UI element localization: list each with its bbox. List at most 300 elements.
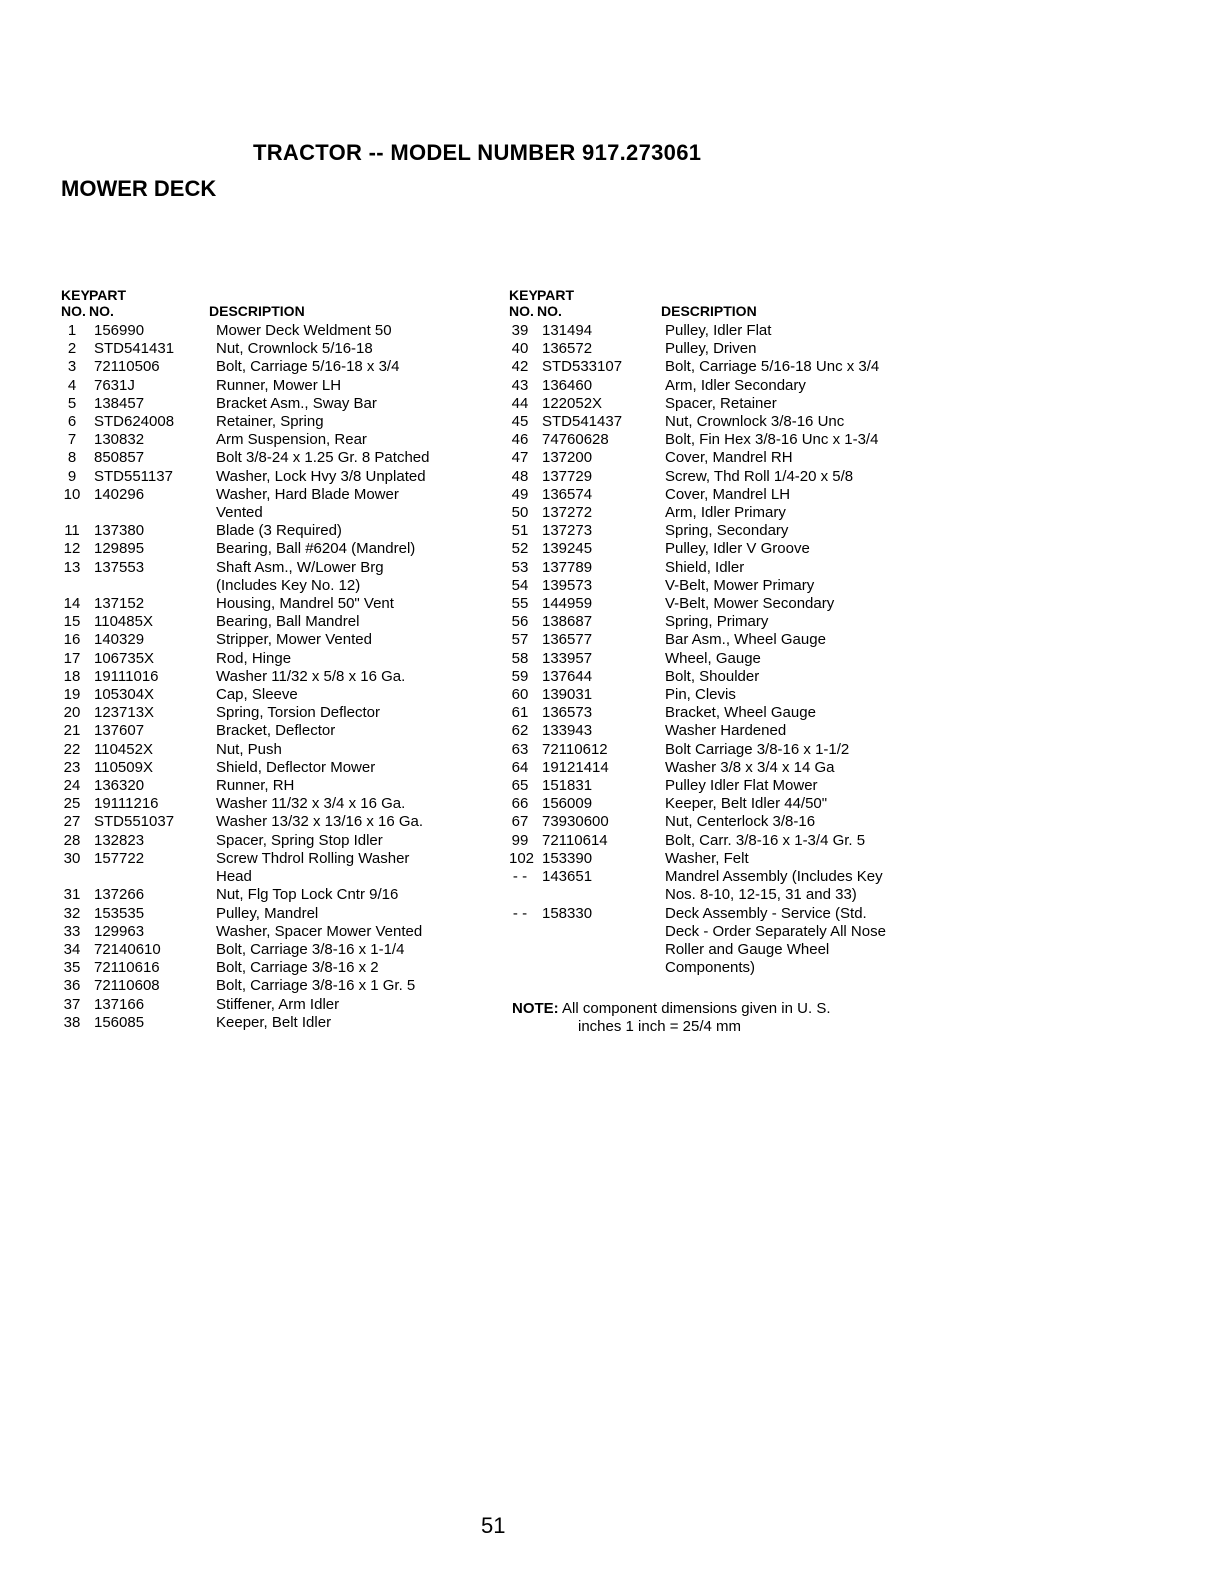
key-number: 47 — [511, 449, 529, 467]
dimension-note — [512, 1000, 831, 1036]
part-description: Pulley, Idler Flat — [665, 322, 772, 339]
key-number: 54 — [511, 576, 529, 594]
part-description: Mandrel Assembly (Includes Key — [665, 868, 883, 886]
part-description: Nut, Centerlock 3/8-16 — [665, 813, 816, 831]
parts-table-left — [61, 322, 491, 1032]
part-description: Pulley, Driven — [665, 340, 757, 358]
table-header-left — [61, 286, 491, 322]
key-number: 16 — [63, 631, 81, 649]
table-row — [509, 540, 929, 558]
key-number: 25 — [63, 795, 81, 813]
table-row — [509, 686, 929, 704]
part-number: 156990 — [94, 322, 145, 339]
table-row — [509, 759, 929, 777]
table-row — [61, 813, 491, 831]
part-number: 137644 — [542, 667, 593, 685]
part-description: Bolt, Carriage 3/8-16 x 1-1/4 — [216, 940, 405, 958]
part-header-line2: NO. — [89, 303, 114, 319]
table-header-right — [509, 286, 929, 322]
part-description: Bearing, Ball #6204 (Mandrel) — [216, 540, 416, 558]
key-number: 44 — [511, 394, 529, 412]
description-header: DESCRIPTION — [209, 303, 305, 319]
key-number: 55 — [511, 595, 529, 613]
part-description: Washer 3/8 x 3/4 x 14 Ga — [665, 758, 835, 776]
part-number: 133957 — [542, 649, 593, 667]
part-description: Bolt, Carriage 3/8-16 x 1 Gr. 5 — [216, 977, 416, 995]
key-header-line1: KEY — [509, 287, 538, 303]
key-number: 11 — [64, 522, 80, 540]
part-description: Pin, Clevis — [665, 686, 736, 704]
part-number: 19111216 — [94, 795, 159, 813]
table-row — [509, 777, 929, 795]
part-description: Bracket, Deflector — [216, 722, 336, 740]
part-number: 143651 — [542, 868, 593, 886]
key-header-line2: NO. — [509, 303, 534, 319]
key-header-line2: NO. — [61, 303, 86, 319]
table-row — [61, 613, 491, 631]
key-number: 3 — [67, 358, 77, 376]
key-number: 24 — [63, 777, 81, 795]
part-number: 132823 — [94, 831, 145, 849]
part-number: 158330 — [542, 904, 593, 922]
part-description: Bracket, Wheel Gauge — [665, 704, 816, 722]
key-number: 36 — [63, 977, 81, 995]
table-row — [61, 795, 491, 813]
key-number: 35 — [63, 959, 81, 977]
part-description: Arm, Idler Secondary — [665, 376, 806, 394]
part-description: Vented — [216, 504, 263, 522]
part-description: Bolt, Carriage 3/8-16 x 2 — [216, 959, 379, 977]
part-description: Spacer, Spring Stop Idler — [216, 831, 383, 849]
table-row — [61, 540, 491, 558]
table-row — [61, 631, 491, 649]
key-number: 31 — [63, 886, 81, 904]
key-number: 49 — [511, 485, 529, 503]
table-row — [509, 832, 929, 850]
part-description: Washer, Hard Blade Mower — [216, 485, 399, 503]
part-number: 133943 — [542, 722, 593, 740]
key-number: 2 — [67, 340, 77, 358]
part-number: 72110612 — [542, 740, 608, 758]
part-number: 136572 — [542, 340, 593, 358]
part-description: Keeper, Belt Idler — [216, 1013, 332, 1031]
part-description: Bolt, Carriage 5/16-18 x 3/4 — [216, 358, 400, 376]
part-number: 140329 — [94, 631, 145, 649]
key-number: 38 — [63, 1013, 81, 1031]
key-number: 7 — [67, 431, 77, 449]
key-number: 6 — [67, 413, 77, 431]
part-header-line1: PART — [89, 287, 127, 303]
table-row — [61, 395, 491, 413]
description-header: DESCRIPTION — [661, 303, 757, 319]
key-number: 8 — [67, 449, 77, 467]
part-number: 137789 — [542, 558, 593, 576]
part-description: Cover, Mandrel LH — [665, 485, 791, 503]
table-row — [61, 996, 491, 1014]
parts-list-right — [509, 286, 929, 977]
table-row — [61, 340, 491, 358]
part-number: 137729 — [542, 467, 593, 485]
key-number: 27 — [63, 813, 81, 831]
key-number: 58 — [511, 649, 529, 667]
part-description: Spring, Primary — [665, 613, 769, 631]
part-number: 138457 — [94, 394, 145, 412]
part-description: Wheel, Gauge — [665, 649, 761, 667]
table-row — [509, 595, 929, 613]
part-number: 137272 — [542, 504, 593, 522]
table-row — [61, 1014, 491, 1032]
part-number: 72110616 — [94, 959, 160, 977]
table-row — [61, 449, 491, 467]
part-description: Deck - Order Separately All Nose — [665, 922, 886, 940]
table-row — [509, 650, 929, 668]
part-number: 137152 — [94, 595, 145, 613]
part-description: Bolt, Carr. 3/8-16 x 1-3/4 Gr. 5 — [665, 831, 866, 849]
key-number: - - — [512, 868, 528, 886]
table-row — [509, 722, 929, 740]
key-number: 63 — [511, 740, 529, 758]
part-number: 139573 — [542, 576, 593, 594]
part-number: 110509X — [94, 758, 153, 776]
key-number: 22 — [63, 740, 81, 758]
part-description: Washer Hardened — [665, 722, 787, 740]
table-row — [509, 468, 929, 486]
part-number: 106735X — [94, 649, 155, 667]
note-line2: inches 1 inch = 25/4 mm — [578, 1018, 742, 1035]
key-number: 18 — [63, 667, 81, 685]
part-number: 129895 — [94, 540, 145, 558]
part-number: 137553 — [94, 558, 145, 576]
key-number: 17 — [63, 649, 81, 667]
part-description: Bolt, Carriage 5/16-18 Unc x 3/4 — [665, 358, 880, 376]
key-number: 23 — [63, 758, 81, 776]
part-number: 73930600 — [542, 813, 609, 831]
table-row — [509, 449, 929, 467]
part-description: Keeper, Belt Idler 44/50" — [665, 795, 828, 813]
part-description: Retainer, Spring — [216, 413, 324, 431]
part-description: Bearing, Ball Mandrel — [216, 613, 360, 631]
table-row — [61, 486, 491, 522]
part-description: Blade (3 Required) — [216, 522, 342, 540]
table-row — [61, 722, 491, 740]
table-row — [509, 413, 929, 431]
part-number: 136573 — [542, 704, 593, 722]
parts-table-right — [509, 322, 929, 977]
part-number: 72140610 — [94, 940, 161, 958]
part-number: 130832 — [94, 431, 145, 449]
part-number: 129963 — [94, 922, 145, 940]
table-row — [509, 741, 929, 759]
key-number: 12 — [63, 540, 81, 558]
key-number: 42 — [511, 358, 529, 376]
part-number: 157722 — [94, 849, 145, 867]
key-header-line1: KEY — [61, 287, 90, 303]
key-number: 61 — [511, 704, 529, 722]
key-number: 57 — [511, 631, 529, 649]
table-row — [61, 431, 491, 449]
note-label: NOTE: — [512, 1000, 559, 1017]
key-number: 19 — [63, 686, 81, 704]
part-number: 72110506 — [94, 358, 160, 376]
part-number: 156085 — [94, 1013, 145, 1031]
part-number: 110452X — [94, 740, 153, 758]
part-number: 850857 — [94, 449, 145, 467]
part-description: Bar Asm., Wheel Gauge — [665, 631, 826, 649]
part-description: Stiffener, Arm Idler — [216, 995, 340, 1013]
table-row — [509, 559, 929, 577]
part-description: Pulley Idler Flat Mower — [665, 777, 818, 795]
key-number: 4 — [67, 376, 77, 394]
part-description: Bolt, Fin Hex 3/8-16 Unc x 1-3/4 — [665, 431, 879, 449]
part-description: Components) — [665, 959, 756, 977]
key-number: 15 — [63, 613, 81, 631]
key-number: 64 — [511, 758, 529, 776]
table-row — [509, 795, 929, 813]
key-number: 28 — [63, 831, 81, 849]
table-row — [61, 777, 491, 795]
part-number: 136574 — [542, 485, 593, 503]
table-row — [509, 704, 929, 722]
part-description: Nut, Flg Top Lock Cntr 9/16 — [216, 886, 399, 904]
key-number: 51 — [511, 522, 529, 540]
table-row — [509, 668, 929, 686]
table-row — [509, 850, 929, 868]
part-description: Bolt, Shoulder — [665, 667, 760, 685]
key-number: 99 — [511, 831, 529, 849]
part-number: 72110608 — [94, 977, 160, 995]
key-number: 21 — [63, 722, 81, 740]
table-row — [61, 377, 491, 395]
part-description: V-Belt, Mower Secondary — [665, 595, 835, 613]
table-row — [509, 358, 929, 376]
part-number: 19111016 — [94, 667, 159, 685]
key-number: 48 — [511, 467, 529, 485]
part-number: 138687 — [542, 613, 593, 631]
part-description: Shield, Idler — [665, 558, 745, 576]
key-number: 9 — [67, 467, 77, 485]
table-row — [509, 377, 929, 395]
part-number: 153535 — [94, 904, 145, 922]
part-description: Bolt Carriage 3/8-16 x 1-1/2 — [665, 740, 850, 758]
key-number: 20 — [63, 704, 81, 722]
part-number: 74760628 — [542, 431, 609, 449]
table-row — [61, 759, 491, 777]
part-description: Housing, Mandrel 50" Vent — [216, 595, 394, 613]
table-row — [509, 868, 929, 904]
part-number: 136577 — [542, 631, 593, 649]
part-description: Washer, Felt — [665, 849, 749, 867]
part-header-line1: PART — [537, 287, 575, 303]
part-number: 136460 — [542, 376, 593, 394]
key-number: 67 — [511, 813, 529, 831]
key-number: 33 — [63, 922, 81, 940]
table-row — [61, 413, 491, 431]
table-row — [61, 668, 491, 686]
key-number: 62 — [511, 722, 529, 740]
table-row — [61, 850, 491, 886]
part-number: 151831 — [542, 777, 593, 795]
part-description: Nut, Push — [216, 740, 282, 758]
parts-list-left — [61, 286, 491, 1032]
table-row — [509, 522, 929, 540]
part-number: 122052X — [542, 394, 603, 412]
key-number: 10 — [63, 485, 81, 503]
part-description: Stripper, Mower Vented — [216, 631, 372, 649]
key-number: 1 — [67, 322, 77, 339]
part-number: 140296 — [94, 485, 145, 503]
part-number: 72110614 — [542, 831, 608, 849]
part-number: 137200 — [542, 449, 593, 467]
table-row — [509, 577, 929, 595]
part-number: 137273 — [542, 522, 593, 540]
table-row — [509, 504, 929, 522]
part-number: 137166 — [94, 995, 145, 1013]
table-row — [61, 923, 491, 941]
table-row — [509, 322, 929, 340]
table-row — [61, 559, 491, 595]
part-description: Bolt 3/8-24 x 1.25 Gr. 8 Patched — [216, 449, 430, 467]
part-number: 139031 — [542, 686, 593, 704]
key-number: 13 — [63, 558, 81, 576]
part-description: Cap, Sleeve — [216, 686, 298, 704]
part-description: Deck Assembly - Service (Std. — [665, 904, 867, 922]
key-number: 14 — [63, 595, 81, 613]
table-row — [509, 613, 929, 631]
part-description: Runner, RH — [216, 777, 295, 795]
section-title: MOWER DECK — [61, 176, 217, 201]
part-number: STD551037 — [94, 813, 175, 831]
table-row — [61, 977, 491, 995]
table-row — [61, 959, 491, 977]
key-number: 39 — [511, 322, 529, 339]
part-description: Screw, Thd Roll 1/4-20 x 5/8 — [665, 467, 854, 485]
page-number: 51 — [481, 1513, 506, 1538]
part-number: 136320 — [94, 777, 145, 795]
key-number: 66 — [511, 795, 529, 813]
table-row — [61, 704, 491, 722]
part-header-line2: NO. — [537, 303, 562, 319]
part-description: Screw Thdrol Rolling Washer — [216, 849, 410, 867]
part-number: 144959 — [542, 595, 593, 613]
table-row — [61, 741, 491, 759]
part-number: 137607 — [94, 722, 145, 740]
part-number: STD551137 — [94, 467, 173, 485]
part-number: 137266 — [94, 886, 145, 904]
key-number: 65 — [511, 777, 529, 795]
table-row — [509, 340, 929, 358]
table-row — [61, 832, 491, 850]
part-description: Spring, Torsion Deflector — [216, 704, 380, 722]
part-description: Cover, Mandrel RH — [665, 449, 793, 467]
part-number: 153390 — [542, 849, 593, 867]
part-description: Head — [216, 868, 252, 886]
part-description: Runner, Mower LH — [216, 376, 342, 394]
part-description: Arm Suspension, Rear — [216, 431, 367, 449]
part-description: Washer 13/32 x 13/16 x 16 Ga. — [216, 813, 424, 831]
part-description: Roller and Gauge Wheel — [665, 940, 830, 958]
part-number: STD624008 — [94, 413, 175, 431]
table-row — [61, 686, 491, 704]
key-number: 34 — [63, 940, 81, 958]
table-row — [61, 322, 491, 340]
part-description: Washer 11/32 x 3/4 x 16 Ga. — [216, 795, 406, 813]
page-title: TRACTOR -- MODEL NUMBER 917.273061 — [253, 140, 702, 165]
table-row — [61, 468, 491, 486]
key-number: 46 — [511, 431, 529, 449]
part-description: Pulley, Mandrel — [216, 904, 319, 922]
table-row — [61, 905, 491, 923]
table-row — [61, 358, 491, 376]
part-number: 7631J — [94, 376, 135, 394]
part-description: (Includes Key No. 12) — [216, 576, 361, 594]
table-row — [509, 431, 929, 449]
part-number: STD533107 — [542, 358, 623, 376]
part-description: Washer, Spacer Mower Vented — [216, 922, 423, 940]
part-description: Nut, Crownlock 3/8-16 Unc — [665, 413, 845, 431]
table-row — [509, 395, 929, 413]
part-description: V-Belt, Mower Primary — [665, 576, 815, 594]
part-description: Mower Deck Weldment 50 — [216, 322, 392, 339]
part-description: Arm, Idler Primary — [665, 504, 786, 522]
key-number: 37 — [63, 995, 81, 1013]
part-description: Washer, Lock Hvy 3/8 Unplated — [216, 467, 426, 485]
key-number: 30 — [63, 849, 81, 867]
table-row — [61, 522, 491, 540]
table-row — [509, 905, 929, 978]
table-row — [509, 813, 929, 831]
table-row — [509, 631, 929, 649]
part-number: 105304X — [94, 686, 155, 704]
table-row — [61, 886, 491, 904]
part-number: 156009 — [542, 795, 593, 813]
part-number: 131494 — [542, 322, 593, 339]
part-description: Spring, Secondary — [665, 522, 789, 540]
key-number: 52 — [511, 540, 529, 558]
part-description: Nut, Crownlock 5/16-18 — [216, 340, 373, 358]
key-number: 59 — [511, 667, 529, 685]
part-number: 19121414 — [542, 758, 609, 776]
key-number: 60 — [511, 686, 529, 704]
key-number: 53 — [511, 558, 529, 576]
key-number: - - — [512, 904, 528, 922]
key-number: 5 — [67, 394, 77, 412]
part-description: Spacer, Retainer — [665, 394, 777, 412]
part-number: 137380 — [94, 522, 145, 540]
part-number: 139245 — [542, 540, 593, 558]
table-row — [61, 650, 491, 668]
key-number: 43 — [511, 376, 529, 394]
note-line1: All component dimensions given in U. S. — [562, 1000, 831, 1017]
part-description: Pulley, Idler V Groove — [665, 540, 810, 558]
part-description: Rod, Hinge — [216, 649, 292, 667]
part-description: Shaft Asm., W/Lower Brg — [216, 558, 384, 576]
key-number: 102 — [509, 849, 535, 867]
part-number: 123713X — [94, 704, 155, 722]
part-description: Shield, Deflector Mower — [216, 758, 376, 776]
key-number: 50 — [511, 504, 529, 522]
part-description: Washer 11/32 x 5/8 x 16 Ga. — [216, 667, 406, 685]
part-description: Bracket Asm., Sway Bar — [216, 394, 377, 412]
key-number: 45 — [511, 413, 529, 431]
key-number: 56 — [511, 613, 529, 631]
table-row — [61, 595, 491, 613]
part-description: Nos. 8-10, 12-15, 31 and 33) — [665, 886, 857, 904]
part-number: STD541431 — [94, 340, 175, 358]
table-row — [509, 486, 929, 504]
key-number: 40 — [511, 340, 529, 358]
part-number: 110485X — [94, 613, 153, 631]
part-number: STD541437 — [542, 413, 623, 431]
